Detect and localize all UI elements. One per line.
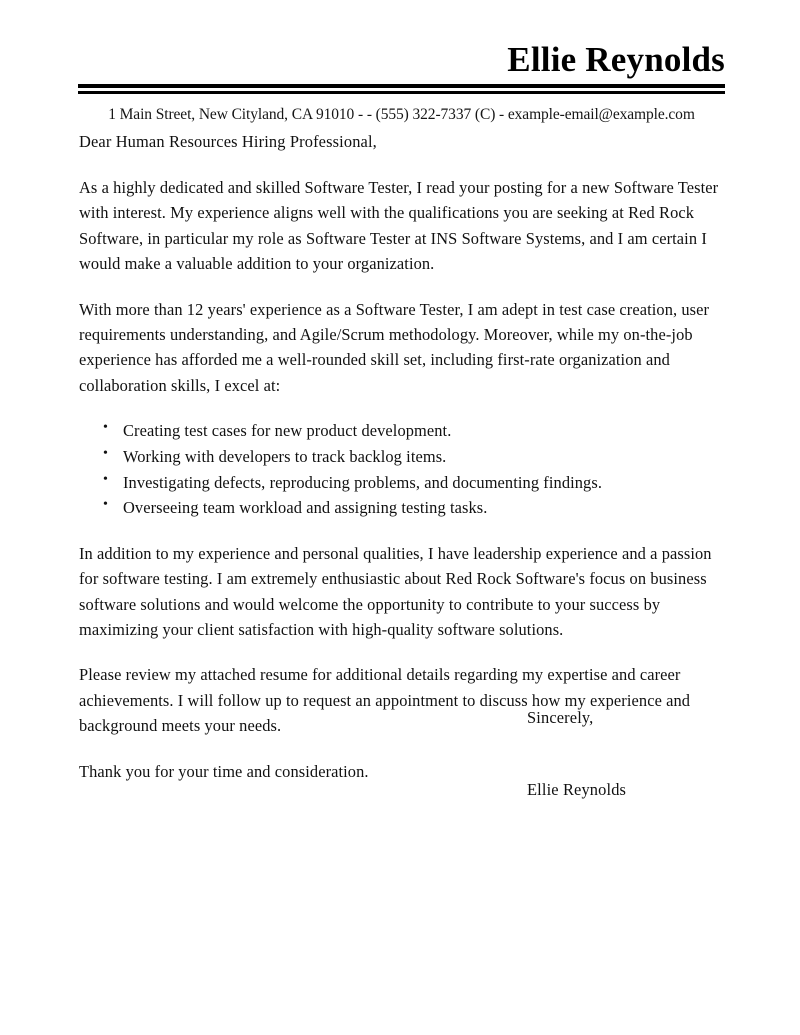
applicant-name-heading: Ellie Reynolds <box>507 40 725 79</box>
letterhead <box>78 40 725 125</box>
body-paragraph-4: Please review my attached resume for additional details regarding my expertise and career achievements. I will follow up to request an appointment to discuss how my experience and background meets your needs. <box>79 665 691 736</box>
body-paragraph-3: In addition to my experience and personal qualities, I have leadership experience and a passion for software testing. I am extremely enthusiastic about Red Rock Software's focus on business software solutions and would welcome the opportunity to contribute to your success by maximizing your client satisfaction with high-quality software solutions. <box>79 543 712 639</box>
signature-name: Ellie Reynolds <box>527 779 627 799</box>
list-item: • Creating test cases for new product development. <box>123 418 724 444</box>
contact-info-line: 1 Main Street, New Cityland, CA 91010 - - (555) 322-7337 (C) - example-email@example.com <box>108 106 695 124</box>
signature-block <box>527 706 777 802</box>
body-paragraph-2: With more than 12 years' experience as a Software Tester, I am adept in test case creation, user requirements understanding, and Agile/Scrum methodology. Moreover, while my on-the-job experience has afforded me a well-rounded skill set, including first-rate organization and collaboration skills, I excel at: <box>79 299 710 395</box>
skills-bullet-list <box>79 418 724 520</box>
body-paragraph-5: Thank you for your time and consideration. <box>79 761 369 781</box>
list-item: • Working with developers to track backlog items. <box>123 444 724 470</box>
letter-body <box>79 130 724 784</box>
list-item: • Overseeing team workload and assigning testing tasks. <box>123 495 724 521</box>
closing-salutation: Sincerely, <box>527 708 594 727</box>
salutation: Dear Human Resources Hiring Professional, <box>79 132 377 151</box>
list-item: • Investigating defects, reproducing problems, and documenting findings. <box>123 470 724 496</box>
header-double-rule <box>78 84 725 94</box>
body-paragraph-1: As a highly dedicated and skilled Software Tester, I read your posting for a new Software Tester with interest. My experience aligns well with the qualifications you are seeking at Red Rock Software, in particular my role as Software Tester at INS Software Systems, and I am certain I would make a valuable addition to your organization. <box>79 177 719 274</box>
